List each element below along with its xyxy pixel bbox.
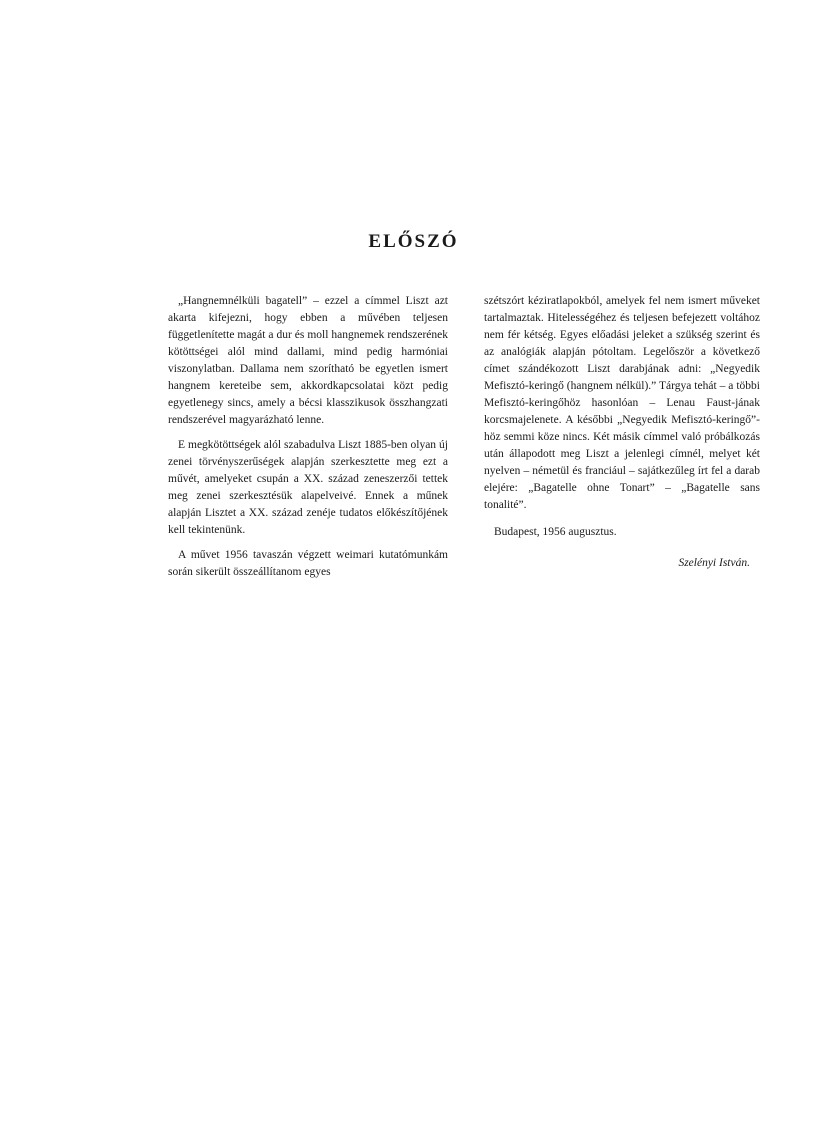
- signature: Szelényi István.: [678, 557, 750, 569]
- paragraph-1: „Hangnemnélküli bagatell” – ezzel a címmel Liszt azt akarta kifejezni, hogy ebben a művében teljesen függetlenítette magát a dur és moll hangnemek rendszerének kötöttségei alól mind dallami, mind pedig harmóniai viszonylatban. Dallama nem szorítható be egyetlen ismert hangnem kereteibe sem, akkordkapcsolatai közt pedig egyetlenegy sincs, amely a bécsi klasszikusok összhangzati rendszerével magyarázható lenne.: [168, 295, 448, 426]
- paragraph-3-start: A művet 1956 tavaszán végzett weimari kutatómunkám során sikerült összeállítanom egyes: [168, 549, 448, 578]
- right-column: [484, 293, 760, 580]
- left-column: [168, 293, 448, 589]
- paragraph-3-continued: szétszórt kéziratlapokból, amelyek fel nem ismert műveket tartalmaztak. Hitelességéhez és teljesen befejezett voltához nem fér kétség. Egyes előadási jeleket a szükség szerint és az analógiák alapján pótoltam. Legelőször a következő címet szándékozott Liszt darabjának adni: „Negyedik Mefisztó-keringő (hangnem nélkül).” Tárgya tehát – a többi Mefisztó-keringőhöz hasonlóan – Lenau Faust-jának korcsmajelenete. A későbbi „Negyedik Mefisztó-keringő”-höz semmi köze nincs. Két másik címmel való próbálkozás után állapodott meg Liszt a jelenlegi címnél, melyet két nyelven – németül és franciául – sajátkezűleg írt fel a darab elejére: „Bagatelle ohne Tonart” – „Bagatelle sans tonalité”.: [484, 295, 760, 511]
- paragraph-2: E megkötöttségek alól szabadulva Liszt 1885-ben olyan új zenei törvényszerűségek alapján szerkesztette meg ezt a művét, amelyeket csupán a XX. század zeneszerzői tettek meg zenei szerkesztésük alapelveivé. Ennek a műnek alapján Lisztet a XX. század zenéje tudatos előkészítőjének kell tekintenünk.: [168, 439, 448, 536]
- page-title: ELŐSZÓ: [368, 231, 459, 252]
- place-date: Budapest, 1956 augusztus.: [494, 526, 617, 538]
